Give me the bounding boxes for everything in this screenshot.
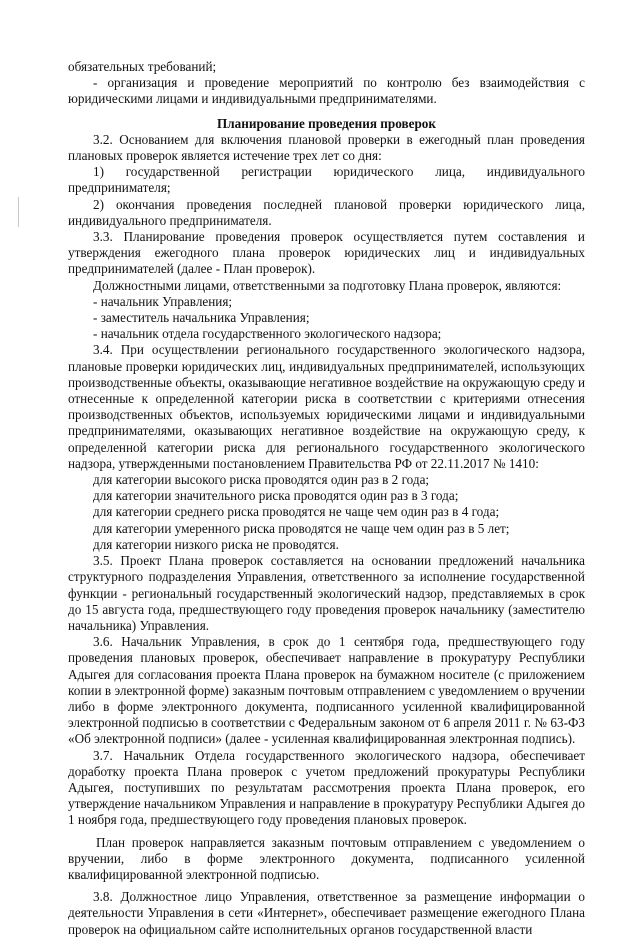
paragraph: - начальник отдела государственного экологического надзора; xyxy=(93,326,442,342)
paragraph: 3.4. При осуществлении регионального государственного экологического надзора, плановые проверки юридических лиц, индивидуальных предпринимателей, использующих производственные объекты, оказывающие негативное воздействие на окружающую среду и отнесенные к определенной категории риска в соответствии с критериями отнесения производственных объектов, используемых юридическими лицами и индивидуальными предпринимателями, оказывающих негативное воздействие на окружающую среду, к определенной категории риска для регионального государственного экологического надзора, утвержденными постановлением Правительства РФ от 22.11.2017 № 1410: xyxy=(68,342,586,471)
paragraph: 3.3. Планирование проведения проверок осуществляется путем составления и утверждения ежегодного плана проверок юридических лиц и индивидуальных предпринимателей (далее - План проверок). xyxy=(68,229,585,277)
paragraph: для категории значительного риска проводятся один раз в 3 года; xyxy=(93,488,459,504)
paragraph: 3.2. Основанием для включения плановой проверки в ежегодный план проведения плановых проверок является истечение трех лет со дня: xyxy=(68,131,585,164)
paragraph: обязательных требований; xyxy=(68,59,217,74)
paragraph: 3.7. Начальник Отдела государственного экологического надзора, обеспечивает доработку проекта Плана проверок с учетом предложений прокуратуры Республики Адыгея, поступивших по результатам рассмотрения проекта Плана проверок, его утверждение начальником Управления и направление в прокуратуру Республики Адыгея до 1 ноября года, предшествующего году проведения плановых проверок. xyxy=(68,747,585,828)
paragraph: для категории умеренного риска проводятся не чаще чем один раз в 5 лет; xyxy=(93,520,510,536)
paragraph: для категории высокого риска проводятся один раз в 2 года; xyxy=(93,472,430,488)
paragraph: 3.8. Должностное лицо Управления, ответственное за размещение информации о деятельности Управления в сети «Интернет», обеспечивает размещение ежегодного Плана проверок на официальном сайте исполнительных органов государственной власти xyxy=(68,889,585,937)
scan-edge-mark xyxy=(18,197,19,227)
paragraph: Должностными лицами, ответственными за подготовку Плана проверок, являются: xyxy=(93,277,562,293)
paragraph: - заместитель начальника Управления; xyxy=(93,310,310,326)
paragraph: План проверок направляется заказным почтовым отправлением с уведомлением о вручении, либо в форме электронного документа, подписанного усиленной квалифицированной электронной подписью. xyxy=(68,834,585,882)
document-body xyxy=(68,59,585,938)
paragraph: - начальник Управления; xyxy=(93,293,233,309)
paragraph: для категории среднего риска проводятся не чаще чем один раз в 4 года; xyxy=(93,504,500,520)
paragraph: 2) окончания проведения последней плановой проверки юридического лица, индивидуального предпринимателя. xyxy=(68,196,585,228)
paragraph: 1) государственной регистрации юридического лица, индивидуального предпринимателя; xyxy=(68,164,585,196)
paragraph: 3.6. Начальник Управления, в срок до 1 сентября года, предшествующего году проведения плановых проверок, обеспечивает направление в прокуратуру Республики Адыгея для согласования проекта Плана проверок на бумажном носителе (с приложением копии в электронной форме) заказным почтовым отправлением с уведомлением о вручении либо в форме электронного документа, подписанного усиленной квалифицированной электронной подписью в соответствии с Федеральным законом от 6 апреля 2011 г. № 63-ФЗ «Об электронной подписи» (далее - усиленная квалифицированная электронная подпись). xyxy=(68,634,585,747)
paragraph: 3.5. Проект Плана проверок составляется на основании предложений начальника структурного подразделения Управления, ответственного за исполнение государственной функции - региональный государственный экологический надзор, представляемых в срок до 15 августа года, предшествующего году проведения проверок начальнику (заместителю начальника) Управления. xyxy=(68,553,585,633)
section-heading: Планирование проведения проверок xyxy=(217,115,436,131)
paragraph: - организация и проведение мероприятий по контролю без взаимодействия с юридическими лицами и индивидуальными предпринимателями. xyxy=(68,75,585,107)
paragraph: для категории низкого риска не проводятся. xyxy=(93,536,339,552)
